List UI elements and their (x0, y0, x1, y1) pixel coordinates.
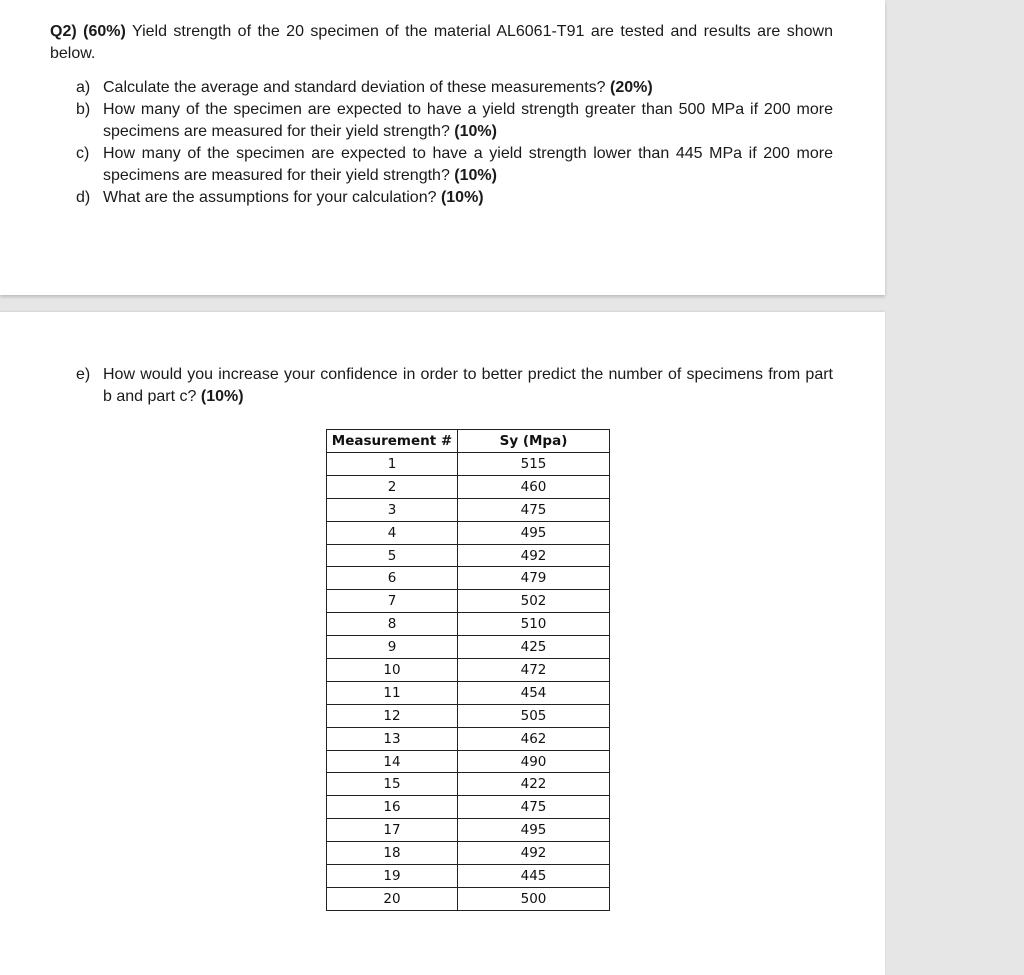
measurement-number-cell: 4 (327, 521, 458, 544)
yield-strength-cell: 495 (458, 521, 610, 544)
document-page-1 (0, 0, 885, 295)
part-text: Calculate the average and standard deviation of these measurements? (103, 79, 606, 96)
part-letter: d) (76, 189, 91, 206)
yield-strength-cell: 445 (458, 865, 610, 888)
table-row (327, 567, 610, 590)
yield-strength-cell: 475 (458, 498, 610, 521)
yield-strength-cell: 479 (458, 567, 610, 590)
table-row (327, 819, 610, 842)
yield-strength-cell: 500 (458, 887, 610, 910)
question-weight: (60%) (83, 23, 126, 40)
table-row (327, 453, 610, 476)
question-parts-list-continued (76, 364, 833, 408)
table-row (327, 704, 610, 727)
question-part-c (76, 143, 833, 187)
part-weight: (10%) (454, 167, 497, 184)
measurement-number-cell: 16 (327, 796, 458, 819)
table-row (327, 590, 610, 613)
table-row (327, 842, 610, 865)
table-row (327, 498, 610, 521)
measurement-number-cell: 5 (327, 544, 458, 567)
measurement-number-cell: 19 (327, 865, 458, 888)
table-row (327, 865, 610, 888)
question-part-b (76, 99, 833, 143)
yield-strength-cell: 475 (458, 796, 610, 819)
measurement-number-cell: 3 (327, 498, 458, 521)
measurement-number-cell: 9 (327, 636, 458, 659)
table-header-row (327, 430, 610, 453)
table-row (327, 544, 610, 567)
yield-strength-cell: 425 (458, 636, 610, 659)
part-weight: (10%) (200, 388, 244, 405)
table-row (327, 773, 610, 796)
part-text: How many of the specimen are expected to have a yield strength greater than 500 MPa if 200 more specimens are measured for their yield strength? (103, 101, 833, 140)
measurement-number-cell: 8 (327, 613, 458, 636)
part-weight: (20%) (610, 79, 653, 96)
table-row (327, 796, 610, 819)
measurement-number-cell: 18 (327, 842, 458, 865)
question-heading (50, 21, 833, 65)
table-row (327, 750, 610, 773)
question-parts-list (76, 77, 833, 209)
question-number: Q2) (50, 23, 77, 40)
part-weight: (10%) (440, 189, 484, 206)
yield-strength-cell: 495 (458, 819, 610, 842)
document-page-2 (0, 312, 885, 975)
measurement-number-cell: 10 (327, 659, 458, 682)
table-row (327, 636, 610, 659)
table-body (327, 453, 610, 911)
measurement-number-cell: 6 (327, 567, 458, 590)
table-row (327, 521, 610, 544)
yield-strength-cell: 510 (458, 613, 610, 636)
table-row (327, 613, 610, 636)
yield-strength-cell: 492 (458, 842, 610, 865)
measurement-number-cell: 20 (327, 887, 458, 910)
yield-strength-table (326, 429, 610, 911)
column-header-sy: Sy (Mpa) (458, 430, 610, 453)
measurement-number-cell: 17 (327, 819, 458, 842)
measurement-number-cell: 1 (327, 453, 458, 476)
part-letter: e) (76, 366, 91, 383)
measurement-number-cell: 7 (327, 590, 458, 613)
table-row (327, 681, 610, 704)
table-row (327, 727, 610, 750)
question-part-d (76, 187, 833, 209)
part-text: How many of the specimen are expected to have a yield strength lower than 445 MPa if 200 more specimens are measured for their yield strength? (103, 145, 833, 184)
table-row (327, 887, 610, 910)
part-letter: a) (76, 79, 91, 96)
measurement-number-cell: 12 (327, 704, 458, 727)
yield-strength-cell: 460 (458, 475, 610, 498)
question-part-a (76, 77, 833, 99)
column-header-measurement: Measurement # (327, 430, 458, 453)
yield-strength-cell: 462 (458, 727, 610, 750)
yield-strength-cell: 492 (458, 544, 610, 567)
yield-strength-cell: 454 (458, 681, 610, 704)
yield-strength-cell: 505 (458, 704, 610, 727)
part-text: What are the assumptions for your calculation? (103, 189, 437, 206)
yield-strength-cell: 490 (458, 750, 610, 773)
table-row (327, 475, 610, 498)
part-letter: b) (76, 101, 91, 118)
part-text: How would you increase your confidence in order to better predict the number of specimens from part b and part c? (103, 366, 833, 405)
question-part-e (76, 364, 833, 408)
yield-strength-cell: 502 (458, 590, 610, 613)
yield-strength-cell: 472 (458, 659, 610, 682)
question-intro: Yield strength of the 20 specimen of the material AL6061-T91 are tested and results are shown below. (50, 23, 833, 62)
measurement-number-cell: 14 (327, 750, 458, 773)
measurement-number-cell: 11 (327, 681, 458, 704)
measurement-number-cell: 2 (327, 475, 458, 498)
part-weight: (10%) (454, 123, 497, 140)
table-row (327, 659, 610, 682)
part-letter: c) (76, 145, 90, 162)
measurement-number-cell: 13 (327, 727, 458, 750)
measurement-number-cell: 15 (327, 773, 458, 796)
yield-strength-cell: 422 (458, 773, 610, 796)
yield-strength-cell: 515 (458, 453, 610, 476)
